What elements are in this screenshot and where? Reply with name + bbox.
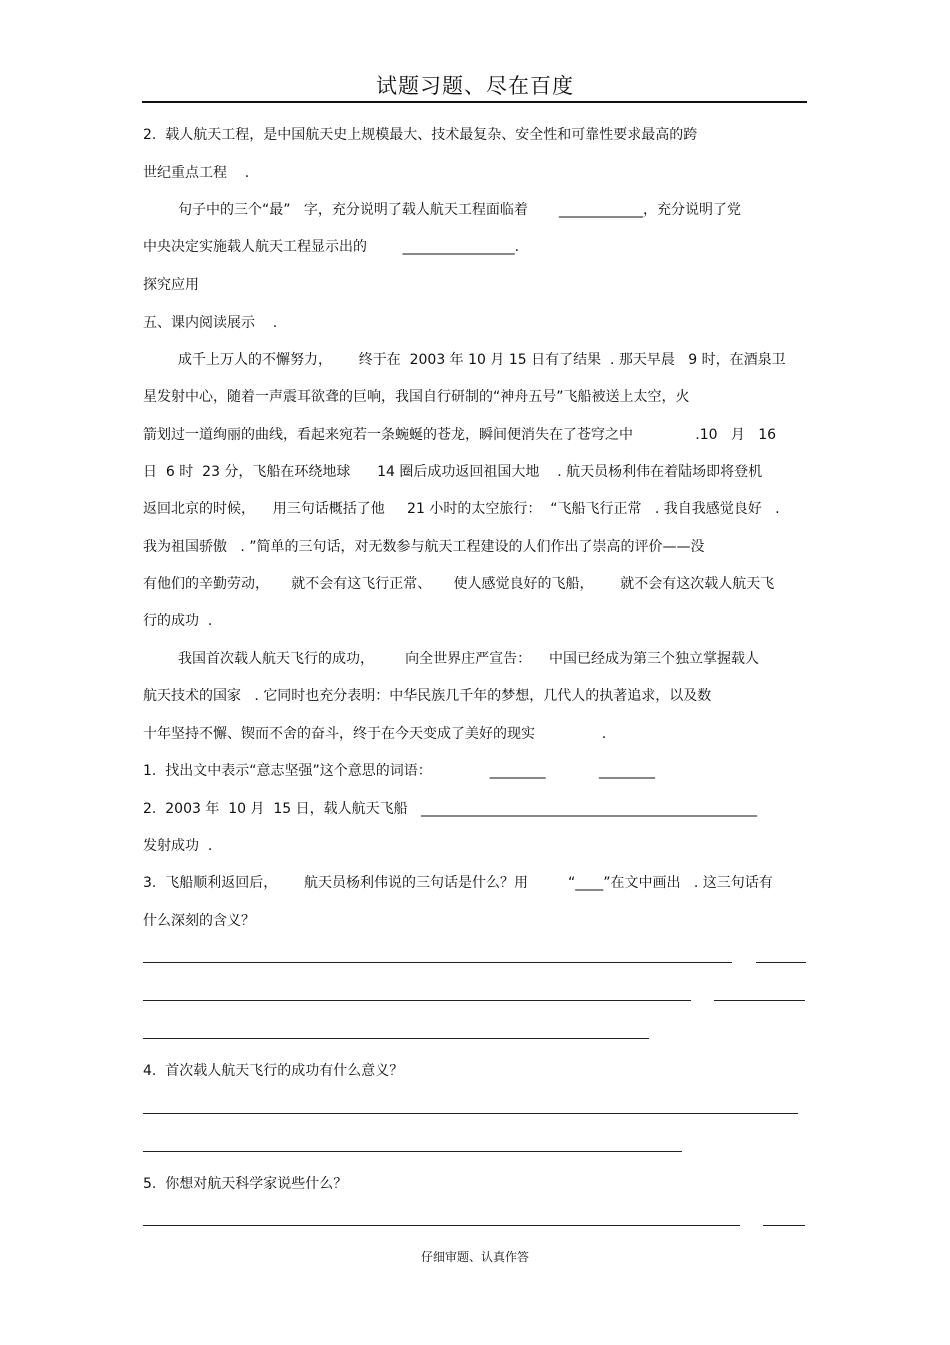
passage-line-10: 航天技术的国家 . 它同时也充分表明：中华民族几千年的梦想，几代人的执著追求，以及数 bbox=[143, 688, 712, 704]
passage-line-11: 十年坚持不懈、锲而不舍的奋斗，终于在今天变成了美好的现实 . bbox=[143, 726, 607, 742]
page-header-title: 试题习题、尽在百度 bbox=[376, 74, 574, 98]
question-1: 1. 找出文中表示“意志坚强”这个意思的词语： ________ ________ bbox=[143, 763, 656, 779]
passage-line-1: 成千上万人的不懈努力， 终于在 2003 年 10 月 15 日有了结果 . 那天早晨 9 时，在酒泉卫 bbox=[178, 352, 786, 368]
question-3: 3. 飞船顺利返回后， 航天员杨利伟说的三句话是什么？用 “____”在文中画出 . 这三句话有 bbox=[143, 875, 773, 891]
question-5: 5. 你想对航天科学家说些什么？ bbox=[143, 1176, 348, 1192]
passage-line-6: 我为祖国骄傲 . ”简单的三句话，对无数参与航天工程建设的人们作出了崇高的评价——没 bbox=[143, 539, 705, 555]
answer-line bbox=[143, 1038, 649, 1039]
question-2-line-4: 中央决定实施载人航天工程显示出的 ________________. bbox=[143, 239, 520, 255]
answer-line bbox=[143, 1225, 740, 1226]
question-2-line-1: 2. 载人航天工程，是中国航天史上规模最大、技术最复杂、安全性和可靠性要求最高的跨 bbox=[143, 127, 698, 143]
passage-line-9: 我国首次载人航天飞行的成功， 向全世界庄严宣告： 中国已经成为第三个独立掌握载人 bbox=[178, 651, 759, 667]
section-five-heading: 五、课内阅读展示 . bbox=[143, 315, 278, 331]
question-2-line-2: 世纪重点工程 . bbox=[143, 165, 250, 181]
passage-line-7: 有他们的辛勤劳动， 就不会有这飞行正常、 使人感觉良好的飞船， 就不会有这次载人航天飞 bbox=[143, 576, 775, 592]
answer-line bbox=[143, 962, 732, 963]
question-4: 4. 首次载人航天飞行的成功有什么意义？ bbox=[143, 1063, 404, 1079]
question-2-continued: 发射成功 . bbox=[143, 838, 213, 854]
question-2: 2. 2003 年 10 月 15 日，载人航天飞船 ________________________________________________ bbox=[143, 801, 758, 817]
header-rule bbox=[142, 101, 807, 103]
page-footer: 仔细审题、认真作答 bbox=[420, 1250, 529, 1264]
question-2-line-3: 句子中的三个“最” 字，充分说明了载人航天工程面临着 ____________，充分说明了党 bbox=[178, 202, 742, 218]
answer-line bbox=[756, 962, 806, 963]
passage-line-2: 星发射中心，随着一声震耳欲聋的巨响，我国自行研制的“神舟五号”飞船被送上太空，火 bbox=[143, 389, 690, 405]
answer-line bbox=[143, 1000, 691, 1001]
answer-line bbox=[143, 1113, 798, 1114]
question-3-continued: 什么深刻的含义？ bbox=[143, 913, 255, 929]
passage-line-3: 箭划过一道绚丽的曲线，看起来宛若一条蜿蜒的苍龙，瞬间便消失在了苍穹之中 .10 月 16 bbox=[143, 427, 777, 443]
passage-line-5: 返回北京的时候， 用三句话概括了他 21 小时的太空旅行： “飞船飞行正常 . 我自我感觉良好 . bbox=[143, 501, 780, 517]
answer-line bbox=[763, 1225, 805, 1226]
answer-line bbox=[143, 1151, 682, 1152]
passage-line-4: 日 6 时 23 分，飞船在环绕地球 14 圈后成功返回祖国大地 . 航天员杨利伟在着陆场即将登机 bbox=[143, 464, 763, 480]
answer-line bbox=[714, 1000, 805, 1001]
section-explore-heading: 探究应用 bbox=[143, 277, 199, 293]
passage-line-8: 行的成功 . bbox=[143, 613, 213, 629]
